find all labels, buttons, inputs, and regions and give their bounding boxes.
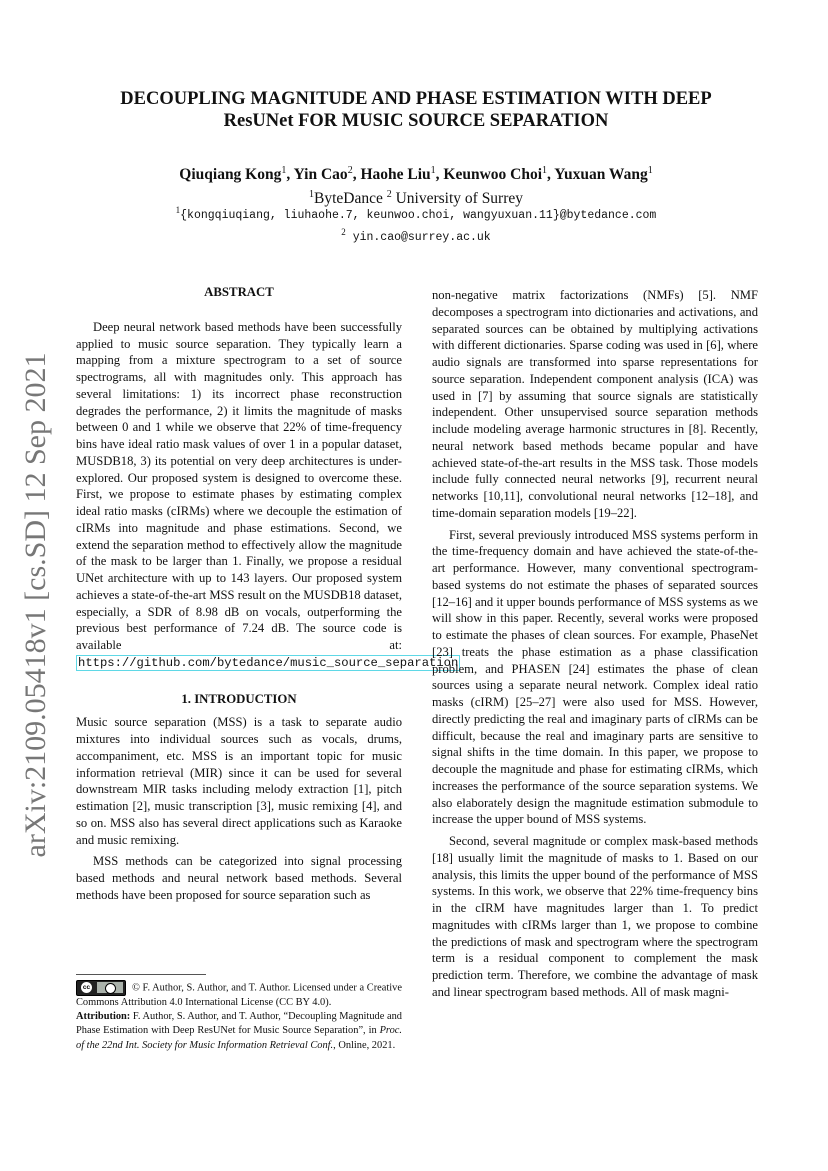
title-line-1: DECOUPLING MAGNITUDE AND PHASE ESTIMATION WITH DEEP: [120, 89, 712, 109]
title-line-2: ResUNet FOR MUSIC SOURCE SEPARATION: [223, 111, 609, 131]
paper-title: [80, 88, 752, 132]
author-affiliation-mark: 1: [281, 165, 287, 176]
source-code-link[interactable]: https://github.com/bytedance/music_source_separation: [78, 655, 459, 670]
cc-by-badge-icon: cc: [76, 980, 126, 996]
author-name: Yuxuan Wang: [554, 166, 648, 184]
author-name: Keunwoo Choi: [443, 166, 543, 184]
intro-paragraph-5: Second, several magnitude or complex mask-based methods [18] usually limit the magnitude of masks to 1. Based on our analysis, this limits the upper bound of the performance of MSS systems. In this work, we observe that 22% time-frequency bins in the cIRM have magnitudes larger than 1. To predict magnitudes with cIRMs larger than 1, we propose to combine the predictions of mask and spectrogram where the spectrogram term is a residual component to complement the mask prediction term. Therefore, we combine the advantage of mask and linear spectrogram based methods. All of mask magni-: [432, 834, 758, 999]
attribution-tail: , Online, 2021.: [333, 1039, 396, 1051]
abstract-heading: ABSTRACT: [204, 285, 274, 299]
footnote-rule: [76, 974, 206, 975]
venue-text: Proc. of the 22nd Int. Society for Music Information Retrieval Conf.: [76, 1025, 402, 1051]
intro-paragraph-2: MSS methods can be categorized into signal processing based methods and neural network based methods. Several methods have been proposed for source separation such as: [76, 854, 402, 902]
author-affiliation-mark: 1: [542, 165, 548, 176]
author-affiliation-mark: 1: [647, 165, 653, 176]
affiliation-mark: 2: [386, 189, 392, 201]
introduction-heading: 1. INTRODUCTION: [181, 691, 297, 706]
email-mark: 2: [341, 226, 346, 237]
email-mark: 1: [175, 205, 181, 215]
license-text: © F. Author, S. Author, and T. Author. Licensed under a Creative Commons Attribution 4.0 International License (CC BY 4.0).: [76, 982, 402, 1008]
license-footnote: [76, 974, 402, 1053]
affiliation-mark: 1: [308, 189, 314, 201]
email-line-bytedance[interactable]: {kongqiuqiang, liuhaohe.7, keunwoo.choi, wangyuxuan.11}@bytedance.com: [180, 208, 657, 222]
intro-paragraph-4: First, several previously introduced MSS systems perform in the time-frequency domain and have achieved the state-of-the-art performance. However, many conventional spectrogram-based systems do not estimate the phases of separated sources [12–16] and it upper bounds performance of MSS systems as we will show in this paper. Recently, several works were proposed to estimate the phases of clean sources. For example, PhaseNet [23] treats the phase estimation as a phase classification problem, and PHASEN [24] estimates the phase of clean sources using a separate neural network. Complex ideal ratio masks (cIRM) [25–27] were also used for MSS. However, directly predicting the real and imaginary parts of cIRMs can be difficult, because the real and imaginary parts are sensitive to signal shifts in the time domain. In this paper, we propose to decouple the magnitude and phase for estimating cIRMs, which increases the performance of the source separation systems. We also elaborately design the magnitude estimation submodule to increase the upper bound of MSS systems.: [432, 527, 758, 827]
arxiv-identifier: [14, 352, 58, 858]
affiliation-surrey: University of Surrey: [395, 190, 524, 208]
author-name: Qiuqiang Kong: [179, 166, 282, 184]
intro-paragraph-3: non-negative matrix factorizations (NMFs) [5]. NMF decomposes a spectrogram into dictionaries and activations, and separated sources can be obtained by multiplying activations with different dictionaries. Sparse coding was used in [6], where audio signals are transformed into sparse representations for source separation. Independent component analysis (ICA) was used in [7] by assuming that source signals are statistically independent. Other unsupervised source separation methods include modeling average harmonic structures in [8]. Recently, neural network based methods became popular and have achieved state-of-the-art results in the MSS task. Those models include fully connected neural networks [9], recurrent neural networks [10,11], convolutional neural networks [12–18], and time-domain separation models [19–22].: [432, 288, 758, 520]
intro-paragraph-1: Music source separation (MSS) is a task to separate audio mixtures into individual sources such as vocals, drums, accompaniment, etc. MSS is an important topic for music information retrieval (MIR) since it can be used for several downstream MIR tasks including melody extraction [1], pitch estimation [2], music transcription [3], music remixing [4], and so on. MSS also has several direct applications such as Karaoke and music remixing.: [76, 715, 402, 847]
left-column: [76, 284, 459, 904]
author-name: Yin Cao: [293, 166, 348, 184]
email-line-surrey[interactable]: yin.cao@surrey.ac.uk: [352, 230, 491, 244]
author-affiliation-mark: 2: [347, 165, 353, 176]
arxiv-identifier-text: arXiv:2109.05418v1 [cs.SD] 12 Sep 2021: [19, 352, 52, 858]
abstract-text: Deep neural network based methods have been successfully applied to music source separation. They typically learn a mapping from a mixture spectrogram to a set of source spectrograms, all with magnitudes only. This approach has several limitations: 1) its incorrect phase reconstruction degrades the performance, 2) it limits the magnitude of masks between 0 and 1 while we observe that 22% of time-frequency bins have ideal ratio mask values of over 1 in a popular dataset, MUSDB18, 3) its potential on very deep architectures is under-explored. Our proposed system is designed to overcome these. First, we propose to estimate phases by estimating complex ideal ratio masks (cIRMs) where we decouple the estimation of cIRMs into magnitude and phase estimations. Second, we extend the separation method to effectively allow the magnitude of the mask to be larger than 1. Finally, we propose a residual UNet architecture with up to 143 layers. Our proposed system achieves a state-of-the-art MSS result on the MUSDB18 dataset, especially, a SDR of 8.98 dB on vocals, outperforming the previous best performance of 7.24 dB. The source code is available at:: [76, 319, 402, 652]
email-block: [80, 202, 752, 246]
attribution-label: Attribution:: [76, 1011, 131, 1023]
author-name: Haohe Liu: [360, 166, 431, 184]
author-list: Qiuqiang Kong$^1$, Yin Cao$^2$, Haohe Liu$^1$, Keunwoo Choi$^1$, Yuxuan Wang$^1$: [179, 165, 653, 184]
author-affiliation-mark: 1: [430, 165, 436, 176]
attribution-text: F. Author, S. Author, and T. Author, “Decoupling Magnitude and Phase Estimation with Deep ResUNet for Music Source Separation”, in: [76, 1011, 402, 1037]
right-column: [432, 287, 758, 1001]
abstract-paragraph: [76, 319, 459, 672]
affiliation-bytedance: ByteDance: [313, 190, 383, 208]
